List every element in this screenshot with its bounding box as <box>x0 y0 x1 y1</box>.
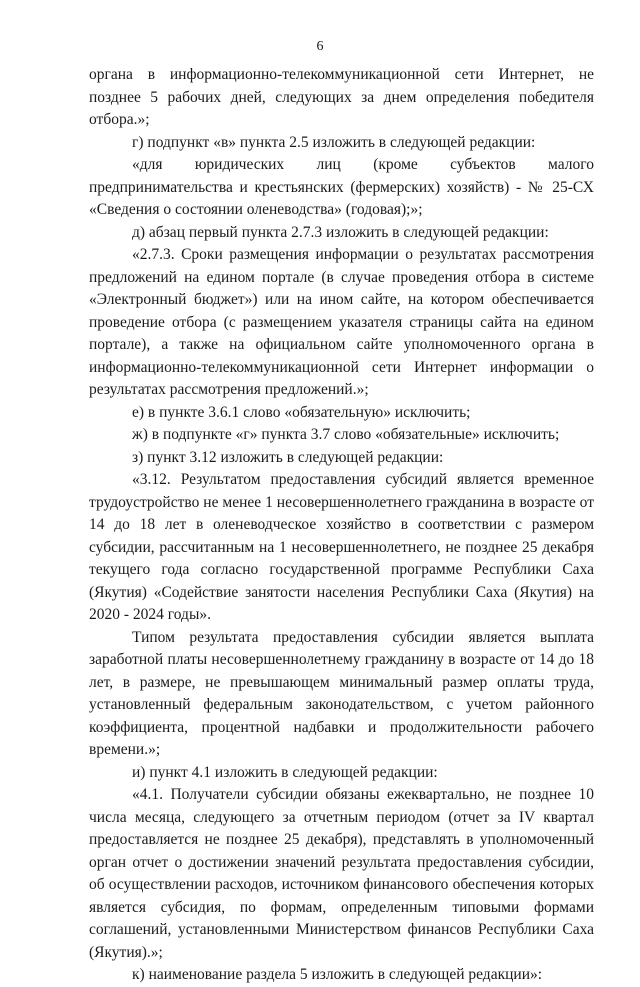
paragraph-4: д) абзац первый пункта 2.7.3 изложить в следующей редакции: <box>132 223 549 241</box>
paragraph-3: «для юридических лиц (кроме субъектов малого предпринимательства и крестьянских (фермерских) хозяйств) - № 25-СХ «Сведения о состоянии оленеводства» (годовая);»; <box>89 156 594 218</box>
paragraph-9: «3.12. Результатом предоставления субсидий является временное трудоустройство не менее 1 несовершеннолетнего гражданина в возрасте от 14 до 18 лет в оленеводческое хозяйство в соответствии с размером субсидии, рассчитанным на 1 несовершеннолетнего, не позднее 25 декабря текущего года согласно государственной программе Республики Саха (Якутия) «Содействие занятости населения Республики Саха (Якутия) на 2020 - 2024 годы». <box>89 471 594 623</box>
paragraph-7: ж) в подпункте «г» пункта 3.7 слово «обязательные» исключить; <box>132 426 560 443</box>
paragraph-11: и) пункт 4.1 изложить в следующей редакции: <box>132 763 438 781</box>
paragraph-5: «2.7.3. Сроки размещения информации о результатах рассмотрения предложений на едином портале (в случае проведения отбора в системе «Электронный бюджет») или на ином сайте, на котором обеспечивается проведение отбора (с размещением указателя страницы сайта на едином портале), а также на официальном сайте уполномоченного органа в информационно-телекоммуникационной сети Интернет информации о результатах рассмотрения предложений.»; <box>89 246 594 398</box>
paragraph-6: е) в пункте 3.6.1 слово «обязательную» исключить; <box>132 403 471 421</box>
paragraph-1: органа в информационно-телекоммуникационной сети Интернет, не позднее 5 рабочих дней, следующих за днем определения победителя отбора.»; <box>89 66 594 128</box>
document-body <box>89 64 594 987</box>
paragraph-13: к) наименование раздела 5 изложить в следующей редакции»: <box>132 966 543 983</box>
paragraph-8: з) пункт 3.12 изложить в следующей редакции: <box>132 448 444 466</box>
page-number: 6 <box>316 39 324 54</box>
paragraph-12: «4.1. Получатели субсидии обязаны ежеквартально, не позднее 10 числа месяца, следующего за отчетным периодом (отчет за IV квартал предоставляется не позднее 25 декабря), представлять в уполномоченный орган отчет о достижении значений результата предоставления субсидии, об осуществлении расходов, источником финансового обеспечения которых является субсидия, по формам, определенным типовыми формами соглашений, установленными Министерством финансов Республики Саха (Якутия).»; <box>89 786 594 961</box>
paragraph-2: г) подпункт «в» пункта 2.5 изложить в следующей редакции: <box>132 133 536 151</box>
paragraph-10: Типом результата предоставления субсидии является выплата заработной платы несовершеннолетнему гражданину в возрасте от 14 до 18 лет, в размере, не превышающем минимальный размер оплаты труда, установленный федеральным законодательством, с учетом районного коэффициента, процентной надбавки и продолжительности рабочего времени.»; <box>89 628 594 758</box>
